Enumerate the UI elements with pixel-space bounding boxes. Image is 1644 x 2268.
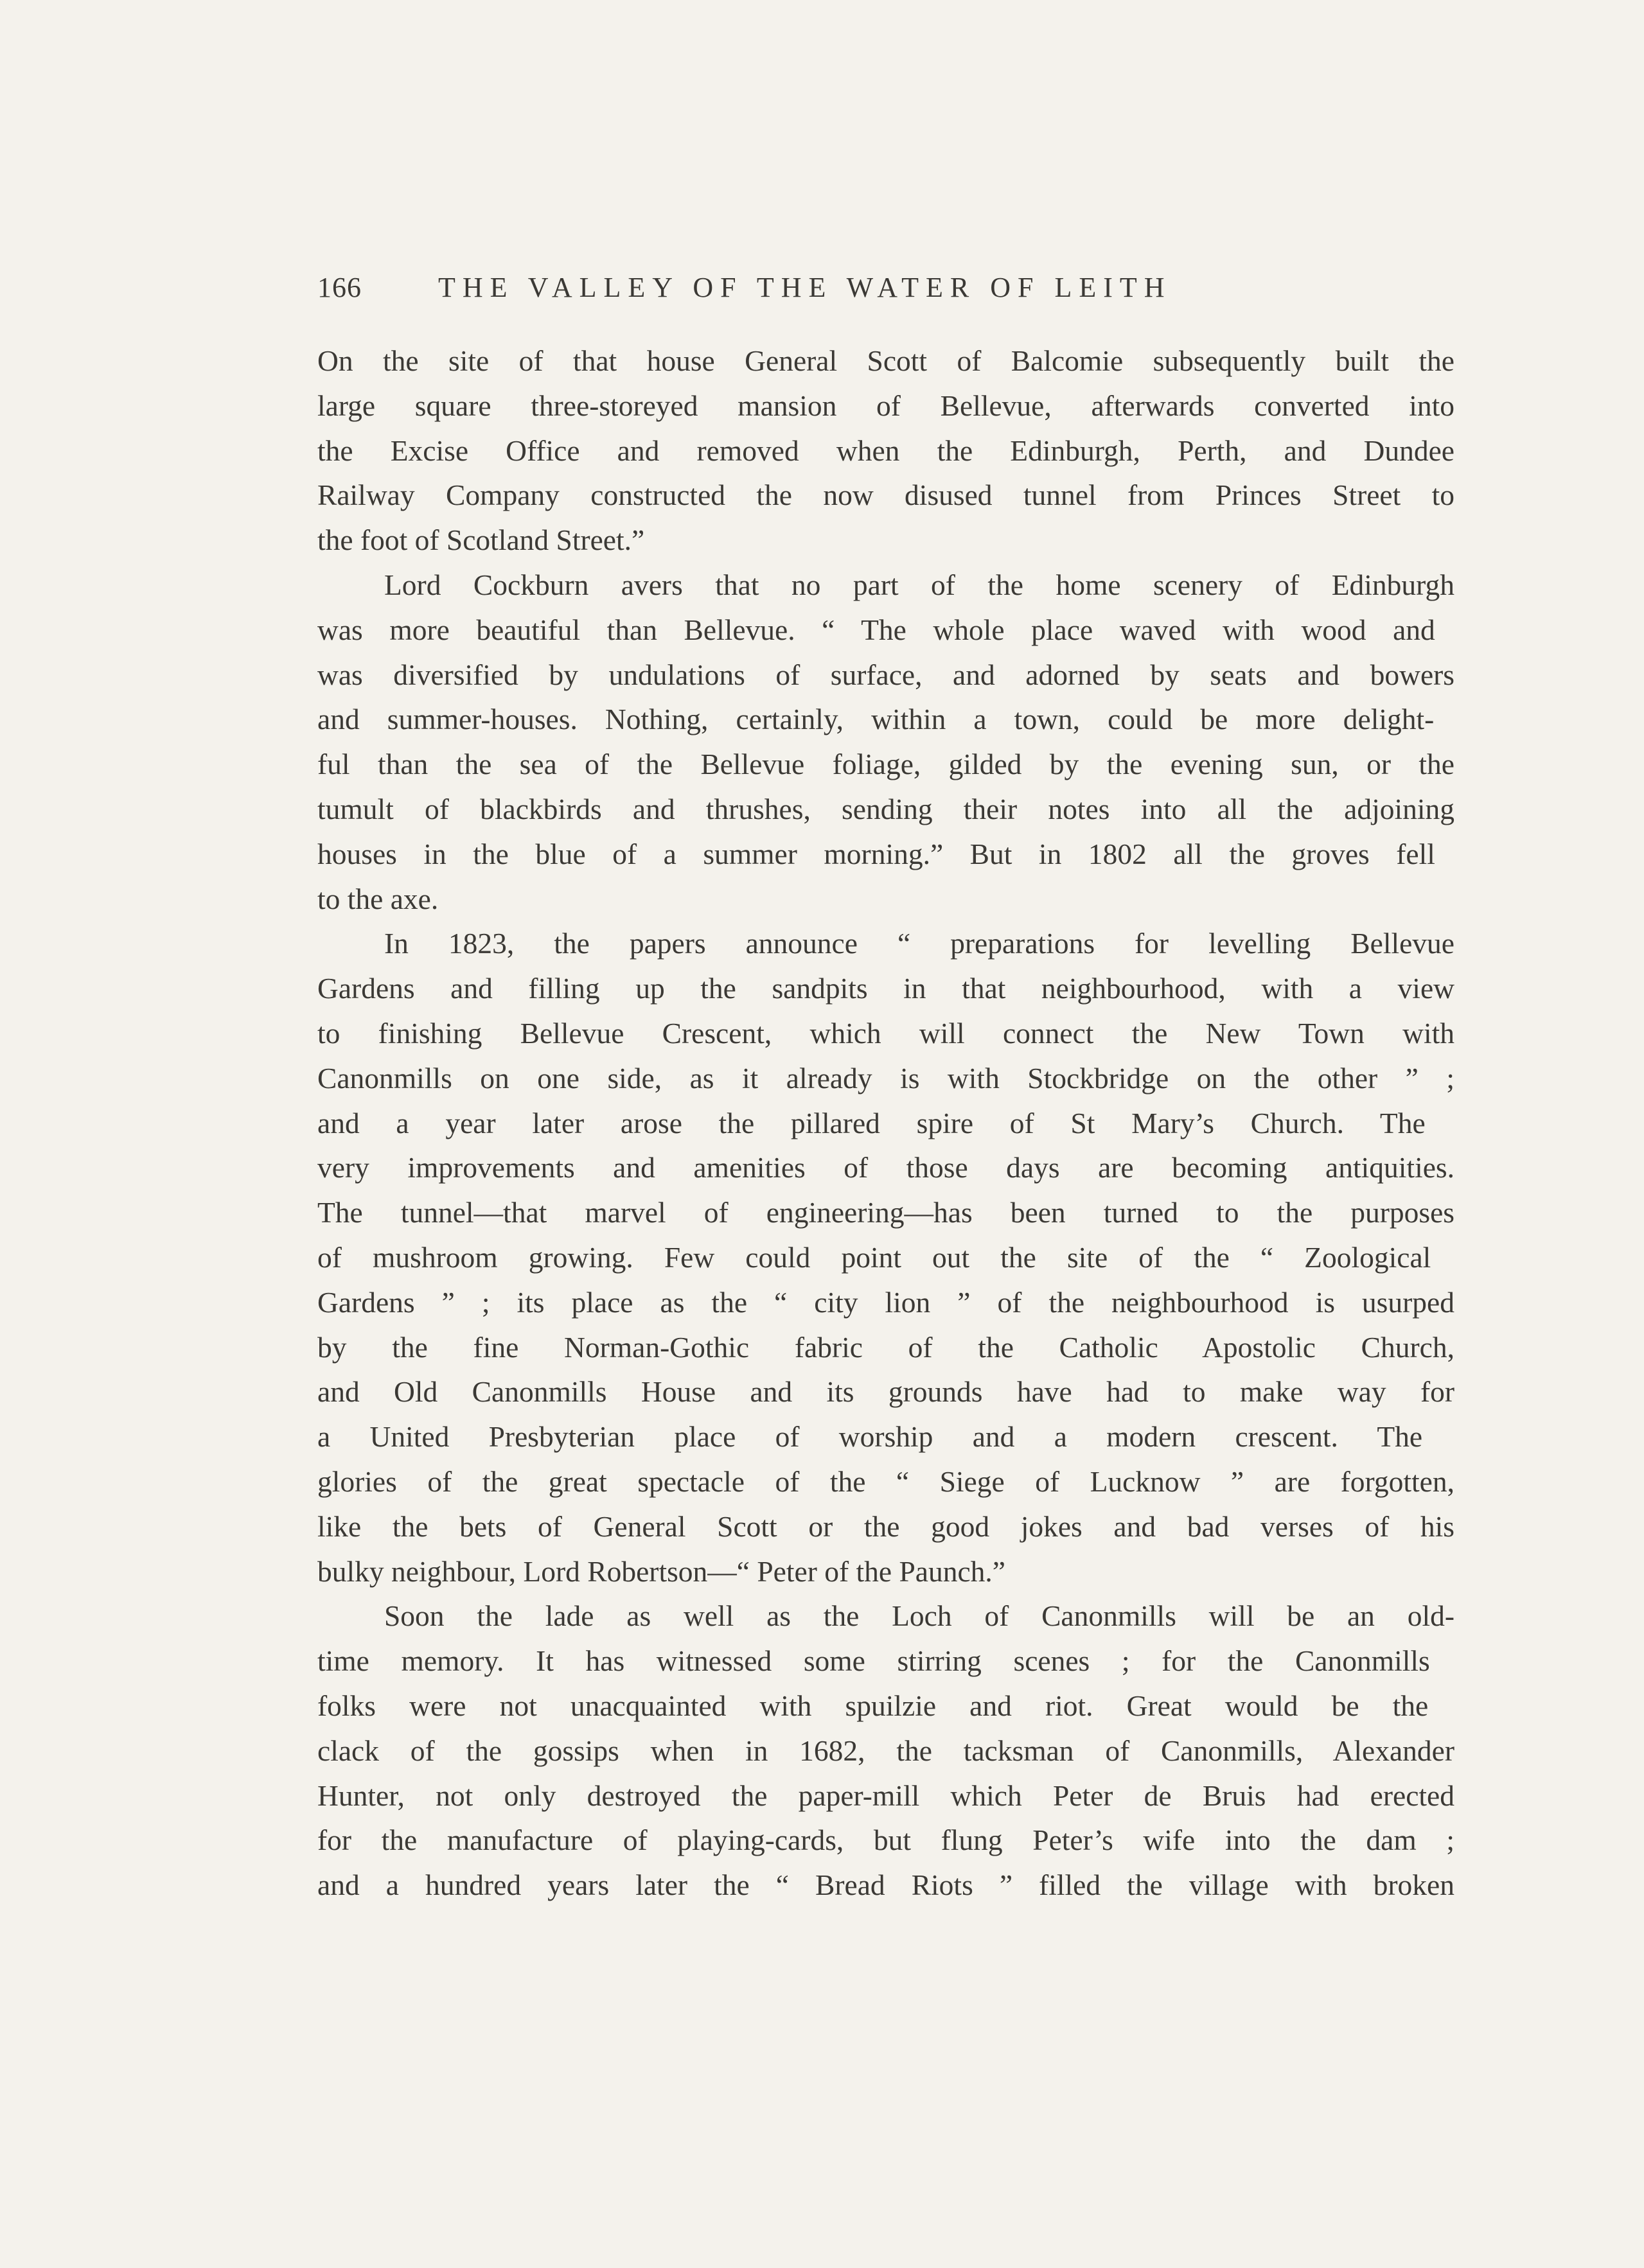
- text-line-content: to finishing Bellevue Crescent, which will connect the New Town with: [317, 1016, 1454, 1050]
- text-line: [317, 742, 1454, 787]
- text-line-content: and a hundred years later the “ Bread Riots ” filled the village with broken: [317, 1868, 1454, 1902]
- body-text: [317, 338, 1454, 1908]
- text-line-content: very improvements and amenities of those days are becoming antiquities.: [317, 1151, 1454, 1184]
- text-line-content: the foot of Scotland Street.”: [317, 523, 645, 557]
- text-line-content: for the manufacture of playing-cards, but flung Peter’s wife into the dam ;: [317, 1824, 1454, 1857]
- page-header: [317, 268, 1339, 307]
- text-line-content: Soon the lade as well as the Loch of Canonmills will be an old-: [384, 1599, 1454, 1633]
- text-line: [317, 1728, 1454, 1773]
- text-line-content: was diversified by undulations of surface, and adorned by seats and bowers: [317, 658, 1454, 691]
- text-line: [317, 428, 1454, 473]
- text-line-content: to the axe.: [317, 882, 439, 915]
- text-line-content: like the bets of General Scott or the good jokes and bad verses of his: [317, 1509, 1454, 1543]
- text-line: [317, 1145, 1454, 1190]
- text-line: [317, 1863, 1454, 1908]
- text-line: [317, 473, 1454, 518]
- text-line: [317, 1011, 1454, 1056]
- text-line: [317, 877, 1454, 922]
- text-line-content: and Old Canonmills House and its grounds have had to make way for: [317, 1375, 1454, 1409]
- text-line-content: glories of the great spectacle of the “ Siege of Lucknow ” are forgotten,: [317, 1464, 1454, 1498]
- text-line: [317, 1683, 1454, 1728]
- text-line: [317, 383, 1454, 428]
- text-line-content: In 1823, the papers announce “ preparations for levelling Bellevue: [384, 927, 1454, 960]
- text-line-content: ful than the sea of the Bellevue foliage, gilded by the evening sun, or the: [317, 748, 1454, 781]
- text-line-content: The tunnel—that marvel of engineering—has been turned to the purposes: [317, 1196, 1454, 1229]
- text-line: [317, 1414, 1454, 1459]
- text-line-content: was more beautiful than Bellevue. “ The whole place waved with wood and: [317, 613, 1435, 646]
- text-line: [317, 1773, 1454, 1818]
- text-line-content: Railway Company constructed the now disused tunnel from Princes Street to: [317, 479, 1454, 512]
- text-line: [317, 518, 1454, 563]
- text-line-content: Lord Cockburn avers that no part of the home scenery of Edinburgh: [384, 568, 1454, 601]
- text-line-content: time memory. It has witnessed some stirring scenes ; for the Canonmills: [317, 1644, 1430, 1678]
- text-line-content: and a year later arose the pillared spire of St Mary’s Church. The: [317, 1106, 1426, 1139]
- text-line: [317, 338, 1454, 383]
- text-line: [317, 1549, 1454, 1594]
- text-line-content: by the fine Norman-Gothic fabric of the Catholic Apostolic Church,: [317, 1330, 1454, 1364]
- text-line-content: the Excise Office and removed when the Edinburgh, Perth, and Dundee: [317, 434, 1454, 467]
- text-line: [317, 1459, 1454, 1504]
- text-line: [317, 697, 1454, 742]
- text-line-content: Gardens and filling up the sandpits in that neighbourhood, with a view: [317, 972, 1454, 1005]
- text-line: [317, 653, 1454, 698]
- text-line: [317, 832, 1454, 877]
- text-line: [317, 1504, 1454, 1549]
- text-line: [317, 1101, 1454, 1146]
- text-line-content: Hunter, not only destroyed the paper-mill which Peter de Bruis had erected: [317, 1779, 1454, 1812]
- text-line-content: houses in the blue of a summer morning.” But in 1802 all the groves fell: [317, 837, 1435, 870]
- text-line-content: folks were not unacquainted with spuilzie and riot. Great would be the: [317, 1689, 1429, 1722]
- text-line: [317, 1190, 1454, 1235]
- text-line: [317, 1639, 1454, 1683]
- text-line: [317, 966, 1454, 1011]
- text-line-content: a United Presbyterian place of worship and a modern crescent. The: [317, 1420, 1423, 1454]
- text-line-content: bulky neighbour, Lord Robertson—“ Peter of the Paunch.”: [317, 1554, 1005, 1588]
- text-line-content: Canonmills on one side, as it already is with Stockbridge on the other ” ;: [317, 1061, 1454, 1094]
- text-line: [317, 1235, 1454, 1280]
- running-title: THE VALLEY OF THE WATER OF LEITH: [438, 272, 1172, 303]
- text-line: [317, 1594, 1454, 1639]
- text-line-content: Gardens ” ; its place as the “ city lion ” of the neighbourhood is usurped: [317, 1285, 1454, 1319]
- text-line: [317, 563, 1454, 608]
- text-line: [317, 1280, 1454, 1325]
- text-line-content: tumult of blackbirds and thrushes, sending their notes into all the adjoining: [317, 792, 1454, 825]
- text-line: [317, 1056, 1454, 1101]
- text-line-content: large square three-storeyed mansion of Bellevue, afterwards converted into: [317, 389, 1454, 422]
- text-line: [317, 787, 1454, 832]
- text-line-content: clack of the gossips when in 1682, the tacksman of Canonmills, Alexander: [317, 1734, 1454, 1767]
- text-line-content: On the site of that house General Scott of Balcomie subsequently built the: [317, 344, 1454, 377]
- text-line: [317, 1369, 1454, 1414]
- text-line: [317, 921, 1454, 966]
- text-line: [317, 1818, 1454, 1863]
- text-line: [317, 1325, 1454, 1370]
- page-number: 166: [317, 272, 362, 303]
- text-line-content: and summer-houses. Nothing, certainly, within a town, could be more delight-: [317, 703, 1435, 736]
- text-line: [317, 608, 1454, 653]
- text-line-content: of mushroom growing. Few could point out the site of the “ Zoological: [317, 1240, 1431, 1274]
